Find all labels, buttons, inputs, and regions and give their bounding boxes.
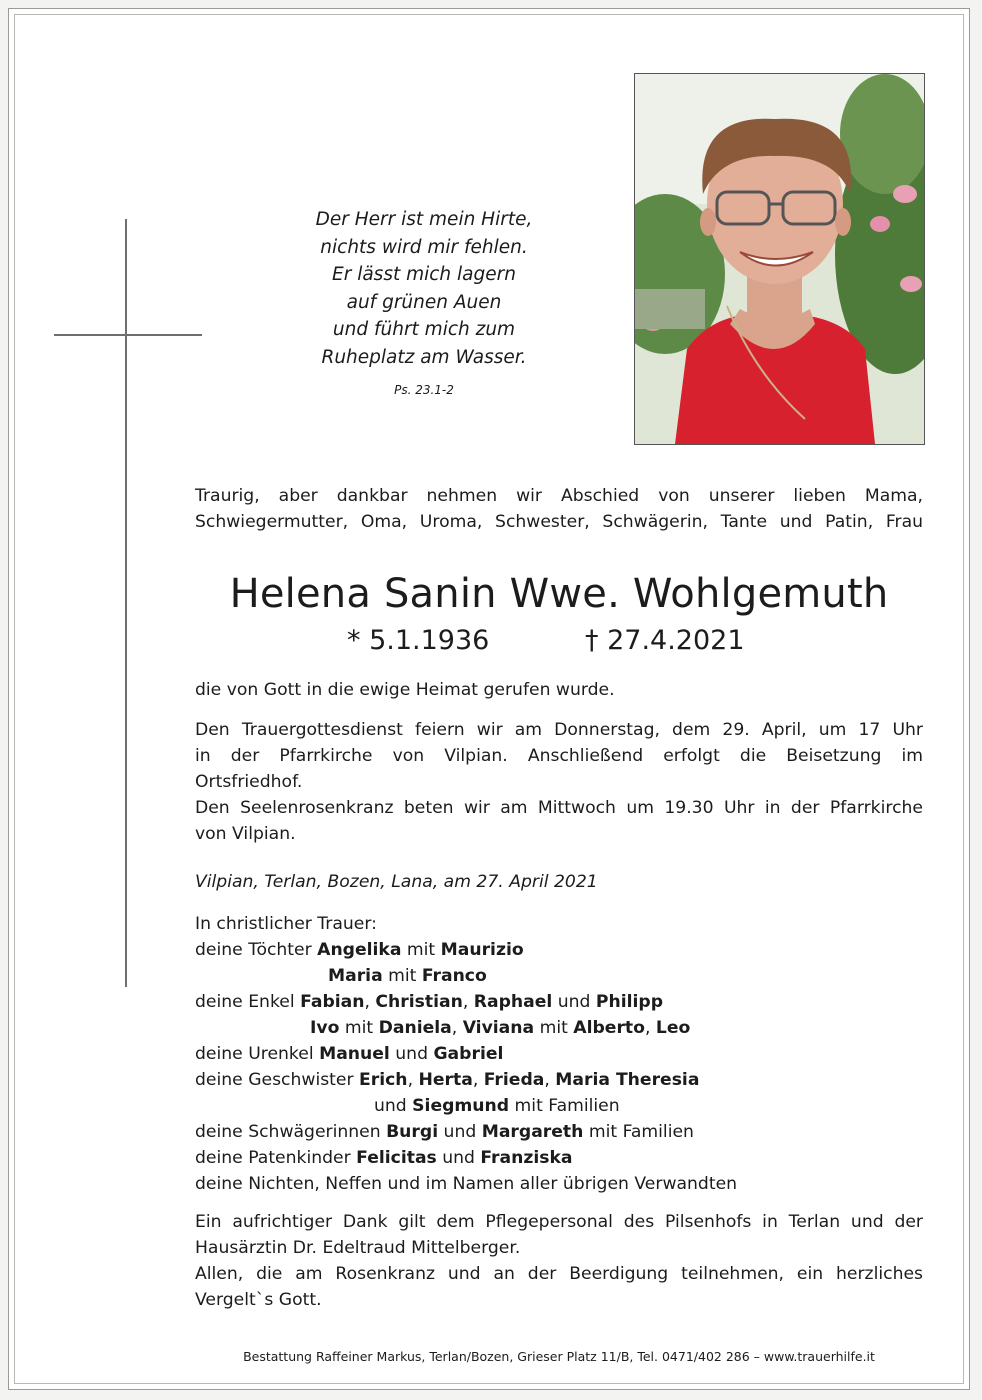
verse-line: Der Herr ist mein Hirte, — [315, 209, 533, 230]
place-date: Vilpian, Terlan, Bozen, Lana, am 27. April 2021 — [195, 872, 598, 892]
called-home-text: die von Gott in die ewige Heimat gerufen wurde. — [195, 680, 615, 700]
mourner-row: deine Patenkinder Felicitas und Franziska — [195, 1148, 573, 1168]
cross-icon-horizontal — [54, 334, 202, 336]
verse-reference: Ps. 23.1-2 — [394, 383, 454, 397]
verse-line: und führt mich zum — [332, 319, 516, 340]
mourners-list — [195, 911, 923, 1197]
funeral-home-footer: Bestattung Raffeiner Markus, Terlan/Bozen, Grieser Platz 11/B, Tel. 0471/402 286 – www.trauerhilfe.it — [243, 1349, 875, 1364]
mourner-row: deine Urenkel Manuel und Gabriel — [195, 1044, 504, 1064]
verse-line: auf grünen Auen — [346, 291, 502, 313]
portrait-photo — [634, 73, 925, 445]
death-date: † 27.4.2021 — [585, 625, 745, 656]
intro-line: Schwiegermutter, Oma, Uroma, Schwester, Schwägerin, Tante und Patin, Frau — [195, 512, 923, 532]
verse-line: Ruheplatz am Wasser. — [321, 346, 527, 368]
thanks-line: Hausärztin Dr. Edeltraud Mittelberger. — [195, 1238, 521, 1258]
life-dates — [195, 625, 923, 661]
mourner-row: deine Schwägerinnen Burgi und Margareth mit Familien — [195, 1122, 694, 1142]
service-line: Ortsfriedhof. — [195, 772, 303, 792]
thanks-line: Vergelt`s Gott. — [195, 1290, 322, 1310]
service-line: Den Seelenrosenkranz beten wir am Mittwoch um 19.30 Uhr in der Pfarrkirche — [195, 798, 923, 818]
intro-text — [195, 483, 923, 535]
deceased-name: Helena Sanin Wwe. Wohlgemuth — [229, 571, 889, 617]
mourner-row: deine Töchter Angelika mit Maurizio — [195, 940, 524, 960]
service-line: Den Trauergottesdienst feiern wir am Donnerstag, dem 29. April, um 17 Uhr — [195, 720, 923, 740]
mourner-row: Ivo mit Daniela, Viviana mit Alberto, Leo — [310, 1018, 691, 1038]
intro-line: Traurig, aber dankbar nehmen wir Abschied von unserer lieben Mama, — [195, 486, 923, 506]
thanks-line: Ein aufrichtiger Dank gilt dem Pflegepersonal des Pilsenhofs in Terlan und der — [195, 1212, 923, 1232]
obituary-card — [8, 8, 970, 1390]
verse-line: nichts wird mir fehlen. — [320, 236, 528, 258]
mourners-heading: In christlicher Trauer: — [195, 914, 377, 934]
bible-verse — [269, 206, 579, 371]
mourner-row: deine Enkel Fabian, Christian, Raphael und Philipp — [195, 992, 664, 1012]
service-line: in der Pfarrkirche von Vilpian. Anschließend erfolgt die Beisetzung im — [195, 746, 923, 766]
verse-line: Er lässt mich lagern — [332, 264, 516, 285]
birth-date: * 5.1.1936 — [347, 625, 490, 656]
mourner-row: deine Nichten, Neffen und im Namen aller übrigen Verwandten — [195, 1174, 738, 1194]
portrait-illustration — [635, 74, 924, 444]
mourner-row: und Siegmund mit Familien — [374, 1096, 620, 1116]
thanks-line: Allen, die am Rosenkranz und an der Beerdigung teilnehmen, ein herzliches — [195, 1264, 923, 1284]
thanks-text — [195, 1209, 923, 1313]
mourner-row: deine Geschwister Erich, Herta, Frieda, Maria Theresia — [195, 1070, 700, 1090]
service-line: von Vilpian. — [195, 824, 296, 844]
service-text — [195, 717, 923, 847]
mourner-row: Maria mit Franco — [328, 966, 487, 986]
